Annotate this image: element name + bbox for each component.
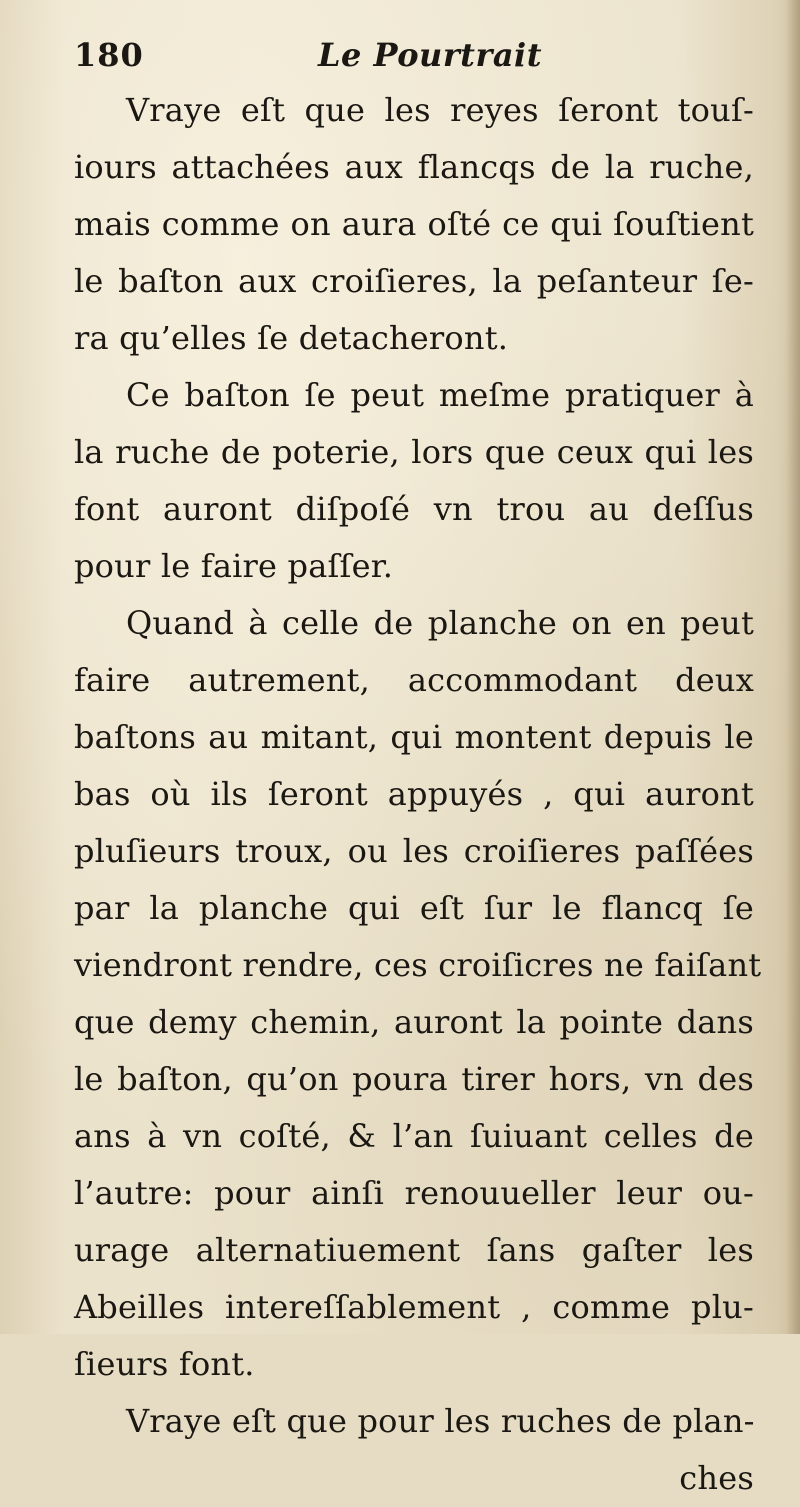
text-line: Abeilles intereſſablement , comme plu- [74, 1288, 754, 1326]
text-line: ans à vn coſté, & l’an ſuiuant celles de [74, 1117, 754, 1155]
text-line: iours attachées aux flancqs de la ruche, [74, 148, 754, 186]
body-text [74, 82, 762, 1497]
page-number: 180 [74, 36, 144, 74]
text-line: faire autrement, accommodant deux [74, 661, 754, 699]
page-edge-shadow [786, 0, 800, 1334]
text-line: le baſton aux croiſieres, la peſanteur ſe- [74, 262, 754, 300]
running-title: Le Pourtrait [318, 36, 542, 74]
text-line: urage alternatiuement ſans gaſter les [74, 1231, 754, 1269]
text-line: baſtons au mitant, qui montent depuis le [74, 718, 754, 756]
page-header [74, 36, 754, 82]
text-line: font auront diſpoſé vn trou au deſſus [74, 490, 754, 528]
text-line: que demy chemin, auront la pointe dans [74, 1003, 754, 1041]
text-line: l’autre: pour ainſi renouueller leur ou- [74, 1174, 754, 1212]
text-line: mais comme on aura oſté ce qui ſouſtient [74, 205, 754, 243]
text-line: ſieurs font. [74, 1345, 255, 1383]
text-line: pluſieurs troux, ou les croiſieres paſſées [74, 832, 754, 870]
text-line: le baſton, qu’on poura tirer hors, vn des [74, 1060, 754, 1098]
text-line: Vraye eſt que les reyes ſeront touſ- [126, 91, 754, 129]
text-line: Quand à celle de planche on en peut [126, 604, 754, 642]
text-line: par la planche qui eſt ſur le flancq ſe [74, 889, 754, 927]
text-line: bas où ils ſeront appuyés , qui auront [74, 775, 754, 813]
text-line: Ce baſton ſe peut meſme pratiquer à [126, 376, 754, 414]
text-line: la ruche de poterie, lors que ceux qui les [74, 433, 754, 471]
text-line: pour le faire paſſer. [74, 547, 394, 585]
text-line: Vraye eſt que pour les ruches de plan- [126, 1402, 755, 1440]
catchword: ches [679, 1459, 754, 1497]
text-line: ra qu’elles ſe detacheront. [74, 319, 509, 357]
text-line: viendront rendre, ces croiſicres ne faiſant [74, 946, 762, 984]
